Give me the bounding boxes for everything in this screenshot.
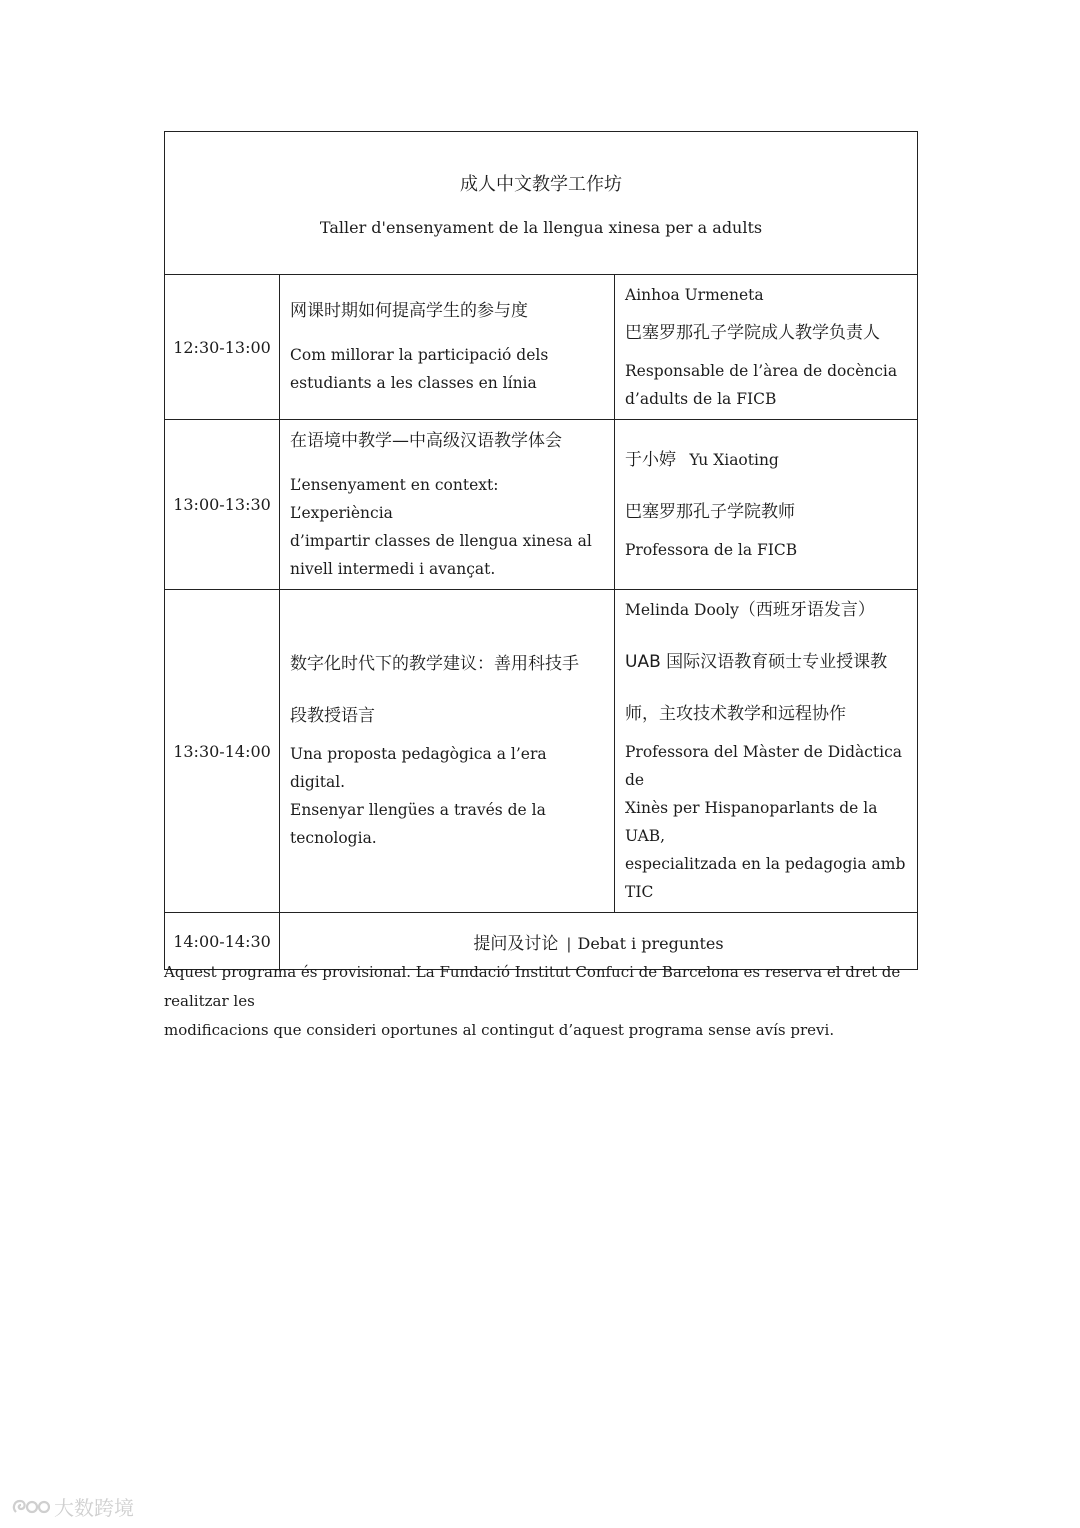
topic-ca-line: L’ensenyament en context: L’experiència (290, 475, 499, 522)
topic-ca-line: estudiants a les classes en línia (290, 374, 537, 392)
debate-label-zh: 提问及讨论 (473, 933, 559, 954)
speaker-role-zh-line: 师，主攻技术教学和远程协作 (625, 704, 846, 724)
speaker-language-note: （西班牙语发言） (738, 600, 875, 620)
session-row (165, 420, 918, 590)
footnote-line: modificacions que consideri oportunes al contingut d’aquest programa sense avís previ. (164, 1021, 835, 1039)
speaker-role-ca-line: Professora del Màster de Didàctica de (625, 743, 903, 789)
session-topic (280, 420, 615, 590)
speaker-name-en: Yu Xiaoting (689, 450, 779, 469)
footnote (164, 958, 924, 1045)
topic-ca-line: tecnologia. (290, 829, 377, 847)
session-row (165, 590, 918, 913)
session-time: 14:00-14:30 (165, 913, 280, 970)
topic-ca-line: Una proposta pedagògica a l’era digital. (290, 745, 547, 791)
topic-ca-line: nivell intermedi i avançat. (290, 559, 496, 578)
debate-label-ca: Debat i preguntes (577, 933, 724, 953)
session-speaker (615, 590, 918, 913)
topic-zh-line: 在语境中教学—中高级汉语教学体会 (290, 430, 562, 451)
speaker-role-zh-line: 巴塞罗那孔子学院成人教学负责人 (625, 323, 880, 343)
speaker-role-zh-line: 巴塞罗那孔子学院教师 (625, 501, 795, 522)
session-time: 13:30-14:00 (165, 590, 280, 913)
session-topic (280, 275, 615, 420)
speaker-role-ca-line: Professora de la FICB (625, 540, 798, 559)
topic-ca-line: d’impartir classes de llengua xinesa al (290, 531, 592, 550)
workshop-title-ca: Taller d'ensenyament de la llengua xinesa per a adults (319, 217, 763, 237)
session-topic (280, 590, 615, 913)
session-time: 13:00-13:30 (165, 420, 280, 590)
speaker-name (625, 596, 907, 624)
speaker-name-en: Melinda Dooly (625, 601, 739, 619)
topic-zh-line: 数字化时代下的教学建议：善用科技手 (290, 654, 579, 674)
speaker-role-ca-line: d’adults de la FICB (625, 390, 777, 408)
session-speaker (615, 275, 918, 420)
workshop-title-zh: 成人中文教学工作坊 (460, 173, 623, 195)
speaker-role-ca-line: Xinès per Hispanoparlants de la UAB, (625, 799, 878, 845)
speaker-name-zh: 于小婷 (625, 449, 676, 470)
session-time: 12:30-13:00 (165, 275, 280, 420)
speaker-role-ca-line: Responsable de l’àrea de docència (625, 362, 898, 380)
watermark-text: 大数跨境 (54, 1496, 134, 1520)
header-row (165, 132, 918, 275)
session-row (165, 275, 918, 420)
speaker-role-ca-line: TIC (625, 883, 654, 901)
header-cell (165, 132, 918, 275)
speaker-role-ca-line: especialitzada en la pedagogia amb (625, 855, 906, 873)
topic-ca-line: Ensenyar llengües a través de la (290, 801, 546, 819)
topic-ca-line: Com millorar la participació dels (290, 346, 549, 364)
topic-zh-line: 网课时期如何提高学生的参与度 (290, 301, 528, 321)
speaker-role-zh-line: UAB 国际汉语教育硕士专业授课教 (625, 652, 888, 672)
speaker-name (625, 446, 907, 474)
schedule-table (164, 131, 918, 970)
logo-swirl-icon (10, 1496, 50, 1518)
speaker-name: Ainhoa Urmeneta (625, 286, 764, 304)
watermark (10, 1492, 134, 1521)
session-speaker (615, 420, 918, 590)
footnote-line: Aquest programa és provisional. La Fundació Institut Confuci de Barcelona es reserva el dret de realitzar les (164, 963, 901, 1010)
debate-separator: | (566, 934, 572, 953)
topic-zh-line: 段教授语言 (290, 706, 375, 726)
